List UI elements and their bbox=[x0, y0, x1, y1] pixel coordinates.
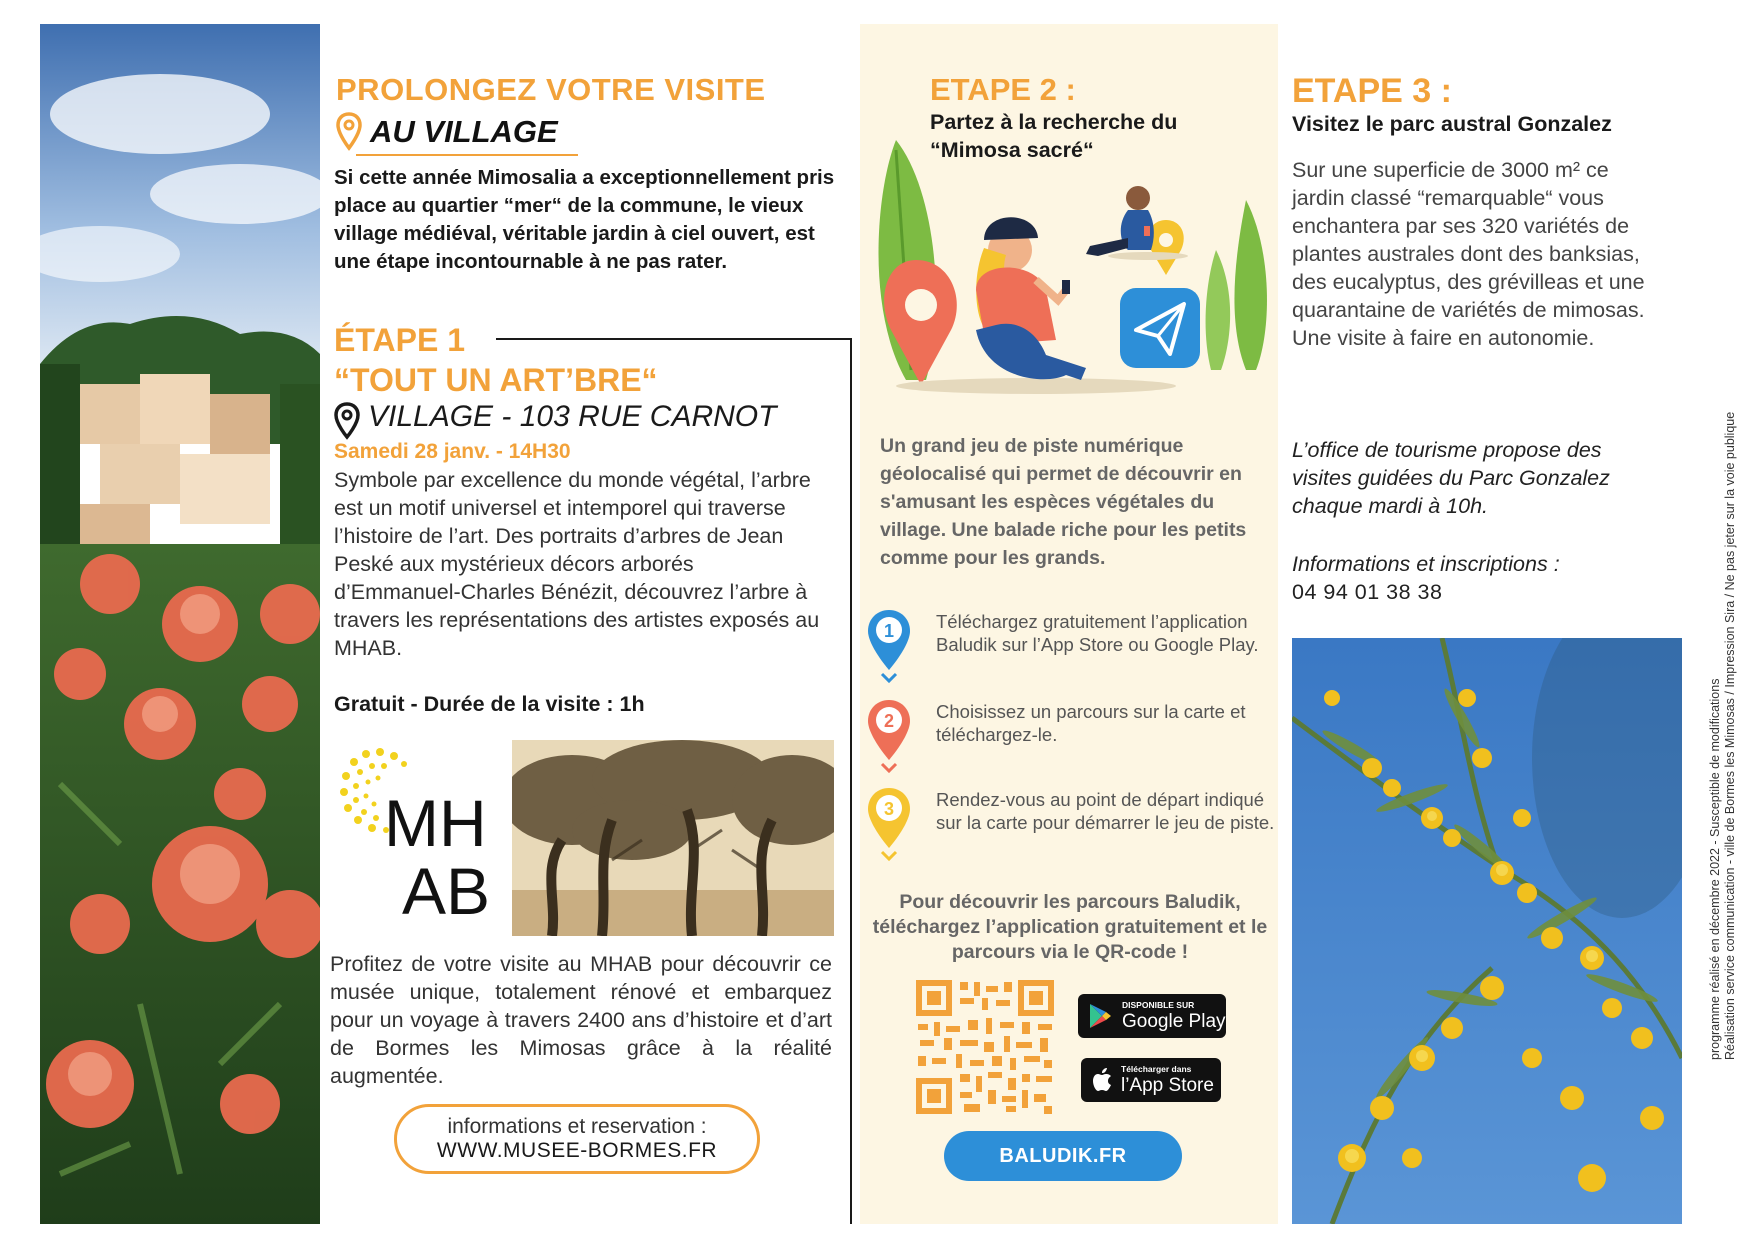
legal-line-1: programme réalisé en décembre 2022 - Susceptible de modifications bbox=[1708, 678, 1722, 1060]
etape3-subtitle: Visitez le parc austral Gonzalez bbox=[1292, 112, 1612, 136]
visit-info: Gratuit - Durée de la visite : 1h bbox=[334, 692, 645, 716]
etape1-title: ÉTAPE 1 bbox=[334, 322, 465, 358]
etape1-divider bbox=[496, 338, 852, 340]
etape3-title: ETAPE 3 : bbox=[1292, 72, 1452, 110]
office-tourisme-text: L’office de tourisme propose des visites guidées du Parc Gonzalez chaque mardi à 10h. bbox=[1292, 438, 1610, 518]
phone-number[interactable]: 04 94 01 38 38 bbox=[1292, 580, 1443, 604]
step-badge-icon bbox=[866, 786, 912, 862]
app-store-badge[interactable] bbox=[1081, 1058, 1221, 1102]
google-play-badge[interactable] bbox=[1078, 994, 1226, 1038]
step-number: 3 bbox=[883, 799, 895, 819]
step-badge-icon bbox=[866, 608, 912, 684]
google-play-label: Google Play bbox=[1122, 1011, 1226, 1032]
baludik-cta-text: Pour découvrir les parcours Baludik, téléchargez l’application gratuitement et le parcours via le QR-code ! bbox=[872, 891, 1268, 963]
profitez-text: Profitez de votre visite au MHAB pour découvrir ce musée unique, totalement rénové et embarquez pour un voyage à travers 2400 ans d’histoire et d’art de Bormes les Mimosas grâce à la réalité augmentée. bbox=[330, 952, 832, 1088]
legal-line-2: Réalisation service communication - ville de Bormes les Mimosas / Impression Sira / Ne pas jeter sur la voie publique bbox=[1723, 411, 1737, 1060]
section-title: PROLONGEZ VOTRE VISITE bbox=[336, 72, 766, 107]
step-2 bbox=[866, 698, 1278, 778]
legal-notice bbox=[1708, 240, 1738, 1060]
info-label: informations et reservation : bbox=[447, 1115, 707, 1138]
baludik-button[interactable]: BALUDIK.FR bbox=[944, 1131, 1182, 1181]
apple-icon bbox=[1089, 1066, 1117, 1094]
au-village-label: AU VILLAGE bbox=[370, 114, 558, 149]
mimosa-photo bbox=[1292, 638, 1682, 1224]
google-play-icon bbox=[1086, 1002, 1114, 1030]
location-pin-icon bbox=[334, 402, 360, 440]
step-badge-icon bbox=[866, 698, 912, 774]
event-date: Samedi 28 janv. - 14H30 bbox=[334, 440, 571, 463]
step-text: Téléchargez gratuitement l’application Baludik sur l’App Store ou Google Play. bbox=[936, 611, 1259, 655]
location-pin-icon bbox=[336, 112, 362, 152]
museum-info-pill[interactable] bbox=[394, 1104, 760, 1174]
etape1-body: Symbole par excellence du monde végétal, l’arbre est un motif universel et intemporel qui traverse l’histoire de l’art. Des portraits d’arbres de Jean Peské aux mystérieux décors arborés d’Emmanuel-Charles Bénézit, découvrez l’arbre à travers les représentations des artistes exposés au MHAB. bbox=[334, 468, 820, 660]
au-village-heading bbox=[336, 112, 576, 156]
etape2-title: ETAPE 2 : bbox=[930, 72, 1076, 107]
village-photo bbox=[40, 24, 320, 1224]
app-store-label: l’App Store bbox=[1121, 1075, 1214, 1096]
etape2-subtitle: Partez à la recherche du “Mimosa sacré“ bbox=[930, 110, 1178, 162]
tree-painting bbox=[512, 740, 834, 936]
etape1-heading bbox=[334, 320, 658, 400]
step-3 bbox=[866, 786, 1278, 866]
app-store-small: Télécharger dans bbox=[1121, 1064, 1192, 1074]
mhab-logo bbox=[332, 740, 504, 920]
address-label: VILLAGE - 103 RUE CARNOT bbox=[368, 400, 777, 433]
step-text: Choisissez un parcours sur la carte et téléchargez-le. bbox=[936, 701, 1246, 745]
step-1 bbox=[866, 608, 1278, 688]
etape1-subtitle: “TOUT UN ART’BRE“ bbox=[334, 362, 658, 398]
inscriptions-label: Informations et inscriptions : bbox=[1292, 552, 1560, 576]
gonzalez-description: Sur une superficie de 3000 m² ce jardin classé “remarquable“ vous enchantera par ses 320 variétés de plantes australes dont des banksias, des eucalyptus, des grévilleas et une quarantaine de variétés de mimosas. Une visite à faire en autonomie. bbox=[1292, 158, 1645, 350]
column-divider bbox=[850, 338, 852, 1224]
step-text: Rendez-vous au point de départ indiqué sur la carte pour démarrer le jeu de piste. bbox=[936, 789, 1275, 833]
museum-link[interactable]: WWW.MUSEE-BORMES.FR bbox=[436, 1139, 718, 1162]
intro-text: Si cette année Mimosalia a exceptionnellement pris place au quartier “mer“ de la commune, le vieux village médiéval, véritable jardin à ciel ouvert, est une étape incontournable à ne pas rater. bbox=[334, 166, 835, 273]
au-village-underline bbox=[356, 154, 578, 156]
step-number: 1 bbox=[883, 621, 895, 641]
google-play-small: DISPONIBLE SUR bbox=[1122, 1000, 1195, 1010]
treasure-hunt-illustration bbox=[866, 130, 1272, 398]
mhab-logo-text: AB bbox=[402, 854, 491, 920]
mhab-logo-text: MH bbox=[384, 786, 487, 860]
step-number: 2 bbox=[883, 711, 895, 731]
qr-code[interactable] bbox=[916, 980, 1054, 1114]
jeu-description: Un grand jeu de piste numérique géolocalisé qui permet de découvrir en s'amusant les espèces végétales du village. Une balade riche pour les petits comme pour les grands. bbox=[880, 435, 1247, 569]
inscriptions-info bbox=[1292, 550, 1652, 606]
